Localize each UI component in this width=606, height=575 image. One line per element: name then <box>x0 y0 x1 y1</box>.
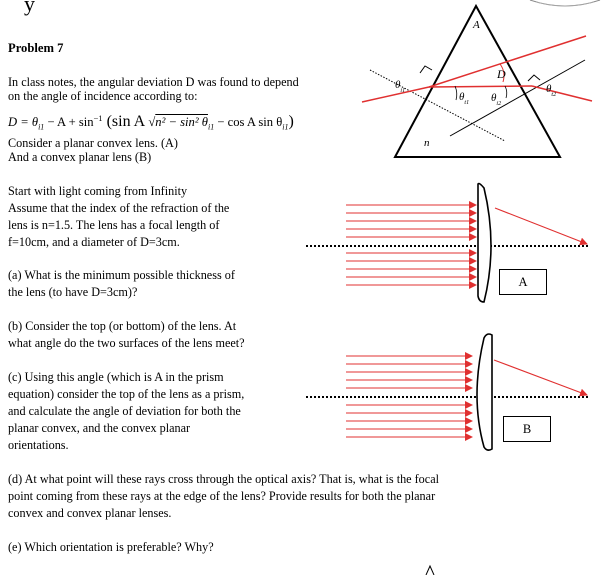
question-e-line-1: (e) Which orientation is preferable? Why? <box>8 540 214 554</box>
prism-normal-right <box>450 60 585 136</box>
deviation-equation: $D = \theta_{i1} - A + \sin^{-1} (\sin$ A √n² − sin² $\theta_{i1} - \cos A$ $\sin \theta_{i1}$) <box>8 113 294 132</box>
internal-ray <box>429 86 532 87</box>
question-d-line-1: (d) At what point will these rays cross through the optical axis? That is, what is the focal <box>8 472 439 486</box>
lens-a-shape <box>478 184 491 303</box>
extended-incident-ray <box>429 36 586 87</box>
setup-line-4: f=10cm, and a diameter of D=3cm. <box>8 235 180 249</box>
question-b-line-2: what angle do the two surfaces of the lens meet? <box>8 336 245 350</box>
question-a-line-2: the lens (to have D=3cm)? <box>8 285 138 299</box>
lens-b-label: B <box>503 416 551 442</box>
prism-label-D: D <box>497 67 506 81</box>
question-c-line-1: (c) Using this angle (which is A in the prism <box>8 370 224 384</box>
consider-line-2: And a convex planar lens (B) <box>8 150 152 164</box>
setup-line-2: Assume that the index of the refraction of the <box>8 201 230 215</box>
bottom-arrow-fragment <box>426 566 434 575</box>
question-c-line-4: planar convex, and the convex planar <box>8 421 191 435</box>
setup-line-3: lens is n=1.5. The lens has a focal length of <box>8 218 220 232</box>
lens-a-label: A <box>499 269 547 295</box>
lens-b-shape <box>477 334 492 450</box>
setup-line-1: Start with light coming from Infinity <box>8 184 188 198</box>
question-c-line-2: equation) consider the top of the lens as a prism, <box>8 387 245 401</box>
intro-line-2: on the angle of incidence according to: <box>8 89 198 103</box>
exit-ray <box>532 86 592 101</box>
theta-t2-label: $\theta_{t2}$ <box>546 83 557 98</box>
question-c-line-3: and calculate the angle of deviation for both the <box>8 404 241 418</box>
question-b-line-1: (b) Consider the top (or bottom) of the lens. At <box>8 319 237 333</box>
right-angle-left <box>420 66 432 73</box>
question-d-line-2: point coming from these rays at the edge of the lens? Provide results for both the planar <box>8 489 436 503</box>
lens-a-diagram <box>306 184 590 303</box>
question-c-line-5: orientations. <box>8 438 69 452</box>
problem-title: Problem 7 <box>8 41 64 55</box>
right-angle-right <box>528 75 540 81</box>
lens-a-refracted-ray <box>495 208 587 244</box>
seal-fragment <box>530 0 600 6</box>
theta-i2-label: $\theta_{i2}$ <box>491 92 502 107</box>
theta-i1-label: $\theta_{i1}$ <box>395 79 406 94</box>
intro-line-1: In class notes, the angular deviation D was found to depend <box>8 75 299 89</box>
prism-label-n: n <box>424 137 430 149</box>
lens-b-refracted-ray <box>494 360 587 395</box>
prism-diagram <box>362 6 592 157</box>
theta-t1-label: $\theta_{t1}$ <box>459 91 470 106</box>
prism-label-A: A <box>473 19 480 31</box>
question-a-line-1: (a) What is the minimum possible thickness of <box>8 268 235 282</box>
question-d-line-3: convex and convex planar lenses. <box>8 506 172 520</box>
header-fragment: y <box>24 0 35 16</box>
prism-normal-left <box>370 70 505 141</box>
consider-line-1: Consider a planar convex lens. (A) <box>8 136 178 150</box>
